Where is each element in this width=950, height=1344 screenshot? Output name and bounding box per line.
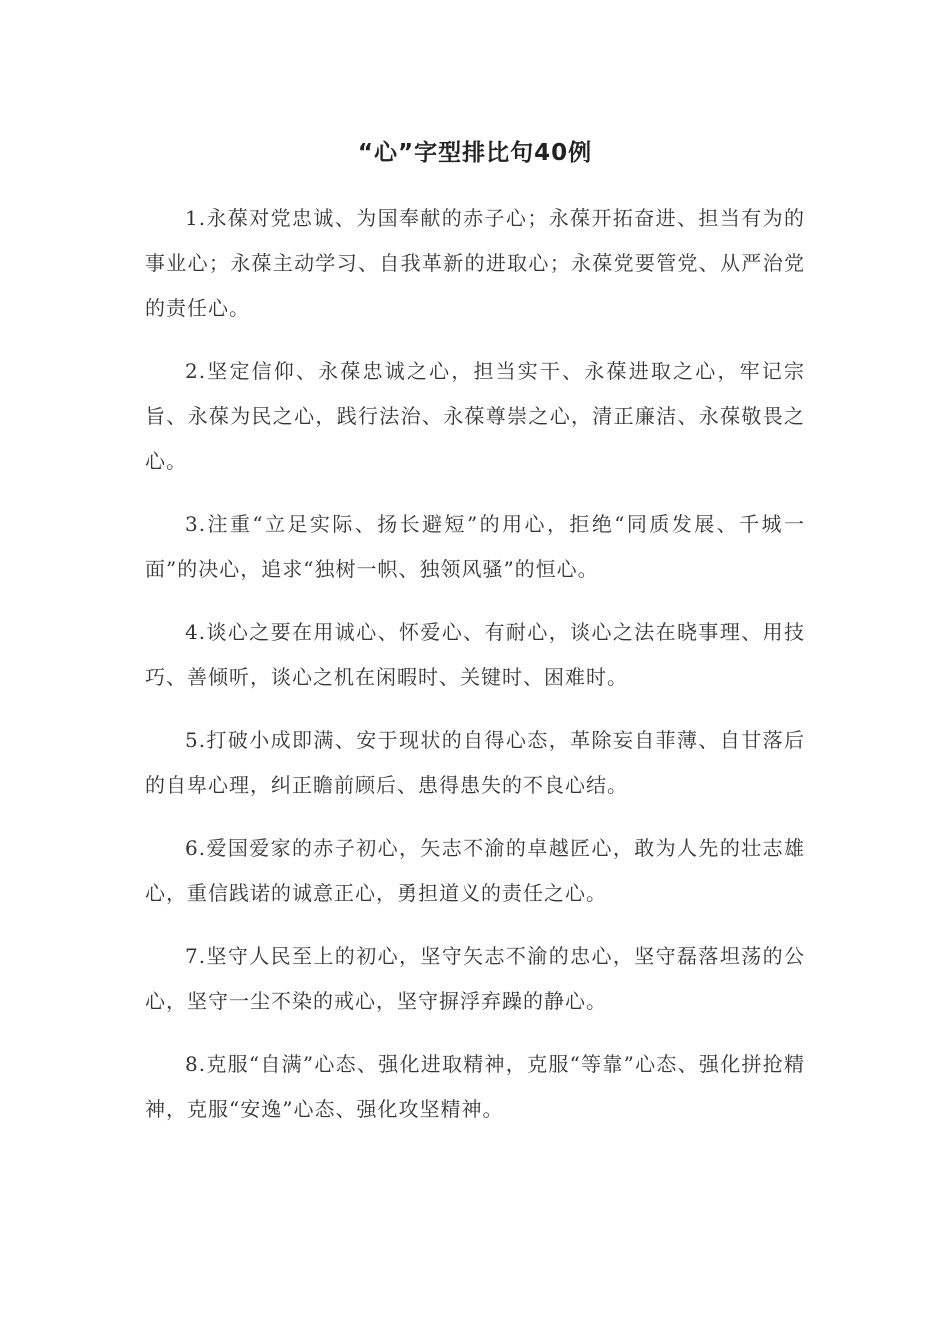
paragraph-4: 4.谈心之要在用诚心、怀爱心、有耐心，谈心之法在晓事理、用技巧、善倾听，谈心之机在闲暇时、关键时、困难时。 — [145, 620, 805, 689]
paragraph-5: 5.打破小成即满、安于现状的自得心态，革除妄自菲薄、自甘落后的自卑心理，纠正瞻前顾后、患得患失的不良心结。 — [145, 728, 805, 797]
document-title: “心”字型排比句40例 — [357, 140, 593, 166]
paragraph-1: 1.永葆对党忠诚、为国奉献的赤子心；永葆开拓奋进、担当有为的事业心；永葆主动学习、自我革新的进取心；永葆党要管党、从严治党的责任心。 — [145, 206, 805, 320]
paragraph-6: 6.爱国爱家的赤子初心，矢志不渝的卓越匠心，敢为人先的壮志雄心，重信践诺的诚意正心，勇担道义的责任之心。 — [145, 836, 805, 905]
paragraph-7: 7.坚守人民至上的初心，坚守矢志不渝的忠心，坚守磊落坦荡的公心，坚守一尘不染的戒心，坚守摒浮弃躁的静心。 — [145, 944, 805, 1013]
paragraph-8: 8.克服“自满”心态、强化进取精神，克服“等靠”心态、强化拼抢精神，克服“安逸”心态、强化攻坚精神。 — [145, 1052, 805, 1121]
document-body — [145, 196, 805, 1150]
paragraph-3: 3.注重“立足实际、扬长避短”的用心，拒绝“同质发展、千城一面”的决心，追求“独树一帜、独领风骚”的恒心。 — [145, 512, 805, 581]
paragraph-2: 2.坚定信仰、永葆忠诚之心，担当实干、永葆进取之心，牢记宗旨、永葆为民之心，践行法治、永葆尊崇之心，清正廉洁、永葆敬畏之心。 — [145, 359, 805, 473]
